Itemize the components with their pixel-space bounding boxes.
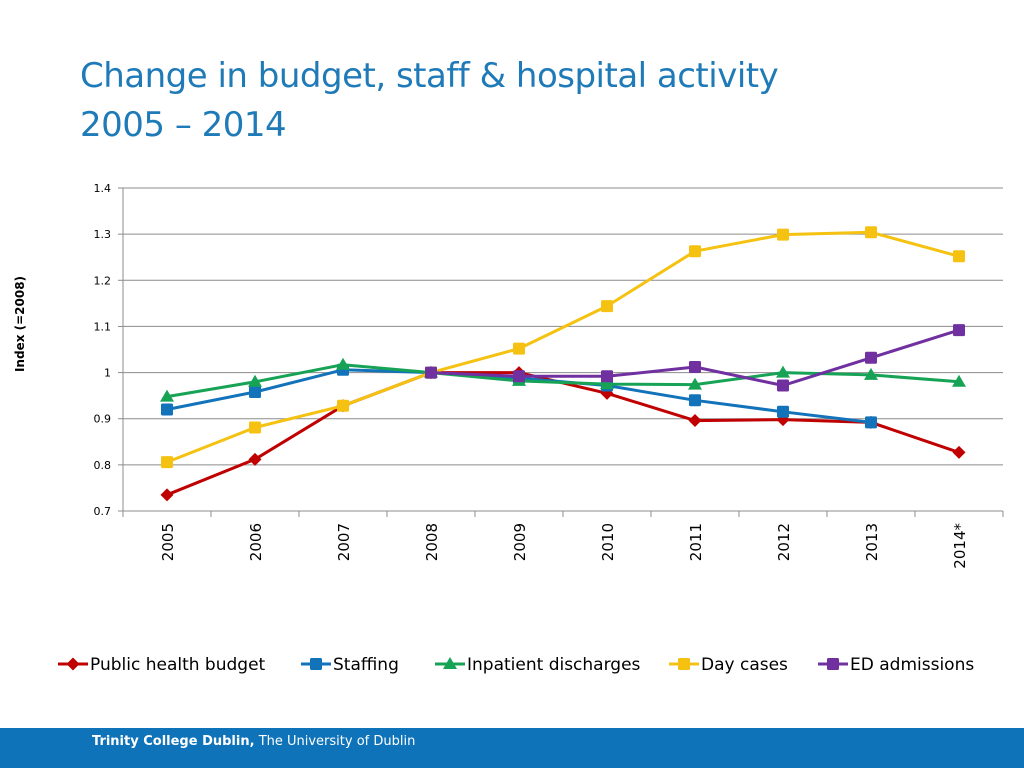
data-point-day-cases (513, 343, 525, 355)
x-tick-label: 2008 (423, 523, 441, 562)
data-point-day-cases (777, 229, 789, 241)
legend-label: Public health budget (90, 655, 266, 675)
chart-title-line-1: Change in budget, staff & hospital activity (80, 56, 779, 96)
legend-item-ed-admissions (818, 655, 974, 675)
x-tick-label: 2014* (951, 523, 969, 569)
legend-item-day-cases (669, 655, 788, 675)
y-tick-label: 1.3 (93, 228, 111, 242)
data-point-ed-admissions (513, 370, 525, 382)
legend-item-inpatient-discharges (435, 655, 641, 675)
data-point-ed-admissions (689, 361, 701, 373)
data-point-ed-admissions (953, 324, 965, 336)
data-point-staffing (249, 386, 261, 398)
series-inpatient-discharges (160, 358, 966, 402)
x-tick-label: 2009 (511, 523, 529, 562)
data-point-ed-admissions (601, 370, 613, 382)
data-point-day-cases (953, 250, 965, 262)
legend-marker (827, 658, 839, 670)
data-point-public-health-budget (249, 453, 262, 466)
data-point-day-cases (865, 226, 877, 238)
legend-label: Day cases (701, 655, 788, 675)
y-tick-label: 1.2 (93, 274, 111, 288)
data-point-public-health-budget (689, 414, 702, 427)
data-point-staffing (689, 394, 701, 406)
data-point-staffing (777, 406, 789, 418)
x-tick-label: 2005 (159, 523, 177, 562)
chart-title-line-2: 2005 – 2014 (80, 105, 287, 145)
y-tick-label: 1.4 (93, 182, 111, 195)
x-tick-label: 2007 (335, 523, 353, 562)
footer-text (92, 734, 415, 750)
data-point-day-cases (689, 245, 701, 257)
data-point-public-health-budget (161, 488, 174, 501)
legend-label: ED admissions (850, 655, 975, 675)
data-point-day-cases (601, 300, 613, 312)
data-point-day-cases (337, 400, 349, 412)
x-tick-label: 2006 (247, 523, 265, 562)
data-point-ed-admissions (777, 379, 789, 391)
series-lines (160, 226, 966, 501)
x-tick-label: 2013 (863, 523, 881, 562)
series-line-day-cases (167, 232, 959, 462)
data-point-public-health-budget (953, 446, 966, 459)
data-point-ed-admissions (865, 352, 877, 364)
footer-bar (0, 728, 1024, 768)
data-point-staffing (161, 403, 173, 415)
legend-label: Inpatient discharges (467, 655, 641, 675)
footer-institution: Trinity College Dublin, (92, 734, 255, 749)
legend-marker (67, 658, 80, 671)
y-tick-label: 0.7 (93, 505, 111, 518)
x-tick-label: 2012 (775, 523, 793, 562)
data-point-day-cases (249, 421, 261, 433)
series-line-public-health-budget (167, 373, 959, 495)
legend-label: Staffing (333, 655, 399, 675)
x-tick-label: 2010 (599, 523, 617, 562)
legend-item-staffing (301, 655, 399, 675)
series-day-cases (161, 226, 965, 468)
legend (58, 655, 974, 675)
series-line-ed-admissions (431, 330, 959, 385)
data-point-day-cases (161, 456, 173, 468)
y-tick-label: 1 (104, 366, 111, 380)
data-point-staffing (865, 416, 877, 428)
data-point-ed-admissions (425, 367, 437, 379)
footer-subtitle: The University of Dublin (258, 734, 416, 749)
y-tick-label: 0.9 (93, 412, 111, 426)
x-tick-label: 2011 (687, 523, 705, 562)
legend-marker (310, 658, 322, 670)
y-tick-label: 1.1 (93, 320, 111, 334)
y-axis-label: Index (=2008) (13, 275, 27, 373)
legend-item-public-health-budget (58, 655, 266, 675)
y-tick-label: 0.8 (93, 458, 111, 472)
legend-marker (678, 658, 690, 670)
